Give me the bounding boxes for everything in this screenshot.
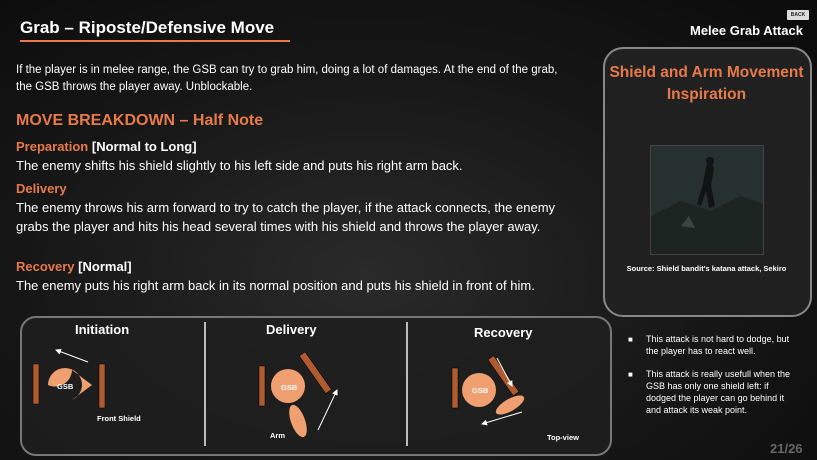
back-shield-shape [452,368,458,408]
phase-tag: [Normal to Long] [91,139,197,154]
phase-name: Recovery [16,259,75,274]
move-breakdown-heading: MOVE BREAKDOWN – Half Note [16,112,264,129]
panel-label-initiation: Initiation [75,322,130,337]
list-item: ■ This attack is really usefull when the GSB has only one shield left: if dodged the player can go behind it and attack its weak point. [628,369,791,415]
front-shield-shape [99,364,105,408]
panel-label-recovery: Recovery [474,325,533,340]
movement-arrow [56,350,88,362]
enemy-label: GSB [57,382,74,391]
phase-name: Delivery [16,181,67,196]
phase-tag: [Normal] [78,259,132,274]
back-shield-shape [33,364,39,404]
back-shield-shape [259,366,265,406]
panel-label-delivery: Delivery [266,322,317,337]
list-item: ■ This attack is not hard to dodge, but the player has to react well. [628,334,790,356]
enemy-label: GSB [472,386,489,395]
slide-title: Grab – Riposte/Defensive Move [20,18,275,37]
phase-text: The enemy shifts his shield slightly to his left side and puts his right arm back. [16,158,463,173]
delivery-figure [259,352,337,440]
inspiration-title: Shield and Arm Movement Inspiration [609,64,804,103]
page-number: 21/26 [770,441,803,456]
bullet-icon: ■ [628,370,633,379]
arm-shape [493,392,527,418]
bullet-icon: ■ [628,335,633,344]
back-button[interactable]: BACK [787,10,809,20]
phase-name: Preparation [16,139,89,154]
movement-arrow [318,390,337,430]
initiation-figure [33,350,105,408]
front-shield-label: Front Shield [97,414,141,423]
phase-text: The enemy puts his right arm back in its normal position and puts his shield in front of him. [16,278,535,293]
phase-text: The enemy throws his arm forward to try to catch the player, if the attack connects, the enemy grabs the player and hits his head several times with his shield and throws the player away. [16,200,556,234]
intro-text: If the player is in melee range, the GSB can try to grab him, doing a lot of damages. At the end of the grab, the GSB throws the player away. Unblockable. [16,64,558,93]
arm-label: Arm [270,431,286,440]
recovery-figure [452,356,527,424]
top-view-label: Top-view [547,433,579,442]
enemy-label: GSB [281,383,298,392]
arm-shape [286,403,311,440]
section-label: Melee Grab Attack [690,23,803,38]
inspiration-caption: Source: Shield bandit's katana attack, Sekiro [626,264,787,273]
notes-list [628,333,798,427]
